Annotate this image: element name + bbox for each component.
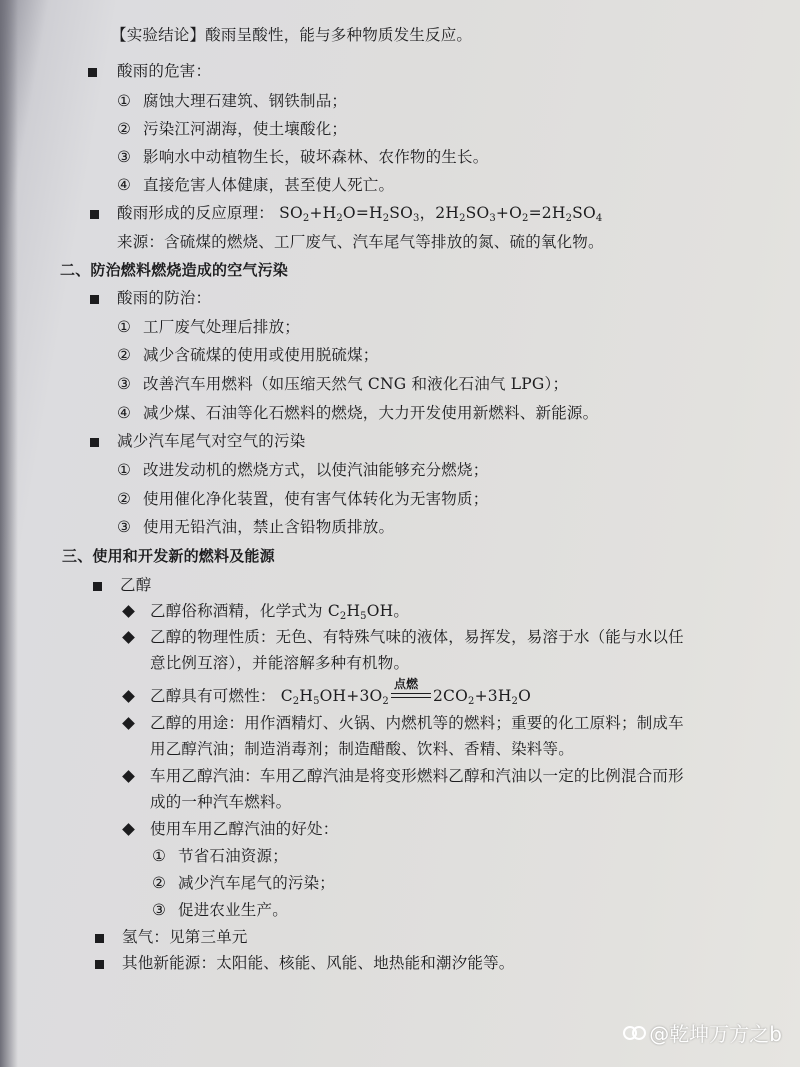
hydrogen-note: 氢气：见第三单元 <box>122 928 248 946</box>
ethanol-uses-2: 用乙醇汽油；制造消毒剂；制造醋酸、饮料、香精、染料等。 <box>150 740 574 758</box>
diamond-bullet-icon <box>122 823 135 836</box>
ethanol-physical-properties-1: 乙醇的物理性质：无色、有特殊气味的液体，易挥发，易溶于水（能与水以任 <box>150 628 684 646</box>
reaction-condition: 点燃 <box>391 685 431 707</box>
harm-item-1: ① 腐蚀大理石建筑、钢铁制品； <box>117 92 348 110</box>
ethanol-gasoline-1: 车用乙醇汽油：车用乙醇汽油是将变形燃料乙醇和汽油以一定的比例混合而形 <box>150 767 684 785</box>
pollution-source: 来源：含硫煤的燃烧、工厂废气、汽车尾气等排放的氮、硫的氧化物。 <box>117 233 604 251</box>
benefit-item-1: ① 节省石油资源； <box>152 847 288 865</box>
ethanol-physical-properties-2: 意比例互溶），并能溶解多种有机物。 <box>150 654 410 672</box>
ethanol-formula: 乙醇俗称酒精，化学式为 $C_2H_5OH$。 <box>150 602 410 622</box>
prevention-item-2: ② 减少含硫煤的使用或使用脱硫煤； <box>117 346 379 364</box>
watermark-text: @乾坤万方之b <box>649 1022 782 1046</box>
ethanol-uses-1: 乙醇的用途：用作酒精灯、火锅、内燃机等的燃料；重要的化工原料；制成车 <box>150 714 684 732</box>
exhaust-item-1: ① 改进发动机的燃烧方式，以使汽油能够充分燃烧； <box>117 461 489 479</box>
watermark-logo-icon <box>623 1025 645 1041</box>
section-heading-3: 三、使用和开发新的燃料及能源 <box>62 547 275 565</box>
benefit-item-3: ③ 促进农业生产。 <box>152 901 288 919</box>
acid-rain-prevention-title: 酸雨的防治： <box>117 289 212 307</box>
experiment-conclusion: 【实验结论】酸雨呈酸性，能与多种物质发生反应。 <box>111 26 473 44</box>
diamond-bullet-icon <box>122 717 135 730</box>
acid-rain-harm-title: 酸雨的危害： <box>117 62 212 80</box>
exhaust-reduction-title: 减少汽车尾气对空气的污染 <box>117 432 306 450</box>
diamond-bullet-icon <box>122 770 135 783</box>
square-bullet-icon <box>95 960 104 969</box>
square-bullet-icon <box>95 934 104 943</box>
harm-item-4: ④ 直接危害人体健康，甚至使人死亡。 <box>117 176 395 194</box>
prevention-item-3: ③ 改善汽车用燃料（如压缩天然气 CNG 和液化石油气 LPG）； <box>117 375 569 393</box>
benefit-item-2: ② 减少汽车尾气的污染； <box>152 874 336 892</box>
harm-item-2: ② 污染江河湖海，使土壤酸化； <box>117 120 348 138</box>
ethanol-title: 乙醇 <box>120 576 152 594</box>
ethanol-gasoline-benefits-title: 使用车用乙醇汽油的好处： <box>150 820 339 838</box>
harm-item-3: ③ 影响水中动植物生长，破坏森林、农作物的生长。 <box>117 148 489 166</box>
ethanol-combustion: 乙醇具有可燃性： $C_2H_5OH+3O_2$ 点燃 $2CO_2+3H_2O$ <box>150 677 532 707</box>
square-bullet-icon <box>90 210 99 219</box>
watermark <box>623 1018 782 1047</box>
square-bullet-icon <box>93 582 102 591</box>
square-bullet-icon <box>88 68 97 77</box>
reaction-principle: 酸雨形成的反应原理： $SO_2+H_2O=H_2SO_3$，$2H_2SO_3+O_2=2H_2SO_4$ <box>117 204 603 224</box>
square-bullet-icon <box>90 295 99 304</box>
other-new-energy: 其他新能源：太阳能、核能、风能、地热能和潮汐能等。 <box>122 954 515 972</box>
prevention-item-1: ① 工厂废气处理后排放； <box>117 318 301 336</box>
diamond-bullet-icon <box>122 605 135 618</box>
diamond-bullet-icon <box>122 690 135 703</box>
square-bullet-icon <box>90 438 99 447</box>
section-heading-2: 二、防治燃料燃烧造成的空气污染 <box>60 261 289 279</box>
diamond-bullet-icon <box>122 631 135 644</box>
exhaust-item-2: ② 使用催化净化装置，使有害气体转化为无害物质； <box>117 490 489 508</box>
ethanol-gasoline-2: 成的一种汽车燃料。 <box>150 793 292 811</box>
exhaust-item-3: ③ 使用无铅汽油，禁止含铅物质排放。 <box>117 518 395 536</box>
prevention-item-4: ④ 减少煤、石油等化石燃料的燃烧，大力开发使用新燃料、新能源。 <box>117 404 599 422</box>
